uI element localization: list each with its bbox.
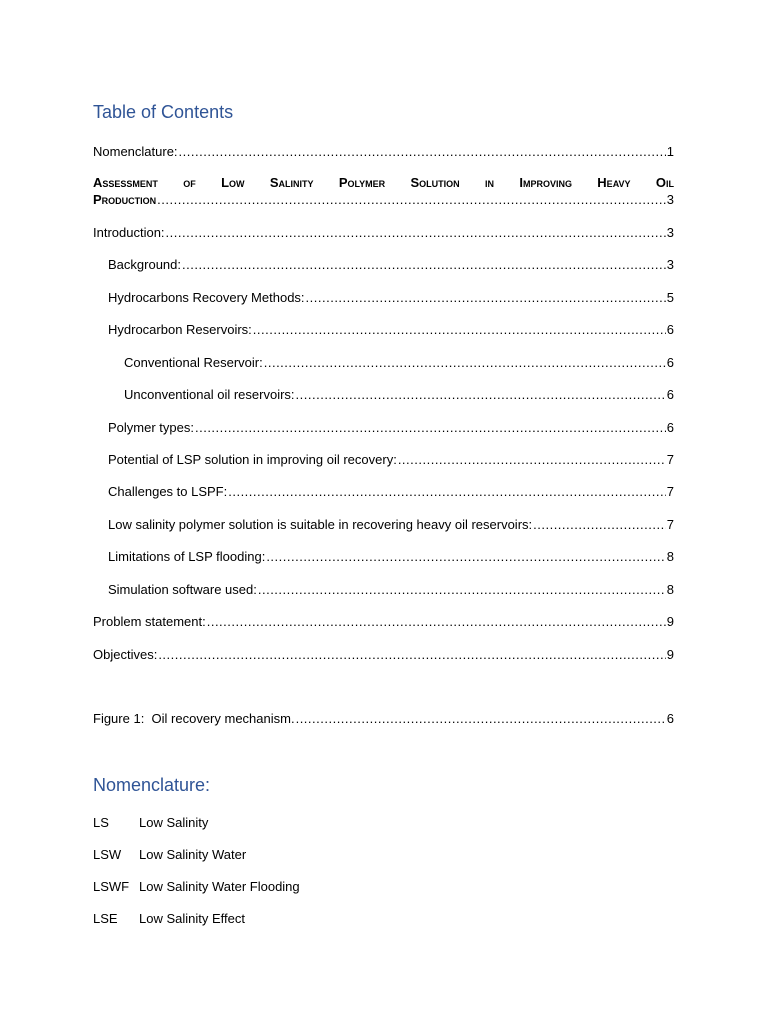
toc-entry-label: Challenges to LSPF:	[108, 484, 228, 499]
title-word: Salinity	[269, 175, 314, 190]
toc-entry-conventional-reservoir[interactable]	[124, 354, 674, 371]
toc-leader-dots	[179, 143, 666, 160]
nomenclature-item	[93, 846, 246, 863]
nomenclature-abbr: LSW	[93, 847, 122, 862]
toc-entry-page: 3	[666, 192, 674, 207]
nomenclature-item	[93, 878, 300, 895]
toc-entry-page: 3	[666, 257, 674, 272]
toc-leader-dots	[398, 451, 666, 468]
toc-entry-objectives[interactable]	[93, 646, 674, 663]
toc-entry-label: Hydrocarbons Recovery Methods:	[108, 290, 305, 305]
nomenclature-item	[93, 910, 245, 927]
toc-entry-hydrocarbon-reservoirs[interactable]	[108, 321, 674, 338]
toc-entry-introduction[interactable]	[93, 224, 674, 241]
toc-entry-page: 8	[666, 582, 674, 597]
toc-entry-label: Potential of LSP solution in improving oil recovery:	[108, 452, 397, 467]
toc-entry-page: 1	[666, 144, 674, 159]
toc-entry-page: 6	[666, 420, 674, 435]
toc-entry-lsp-limitations[interactable]	[108, 548, 674, 565]
toc-leader-dots	[157, 191, 666, 208]
toc-entry-background[interactable]	[108, 256, 674, 273]
toc-entry-page: 7	[666, 452, 674, 467]
toc-leader-dots	[253, 321, 666, 338]
toc-entry-lspf-challenges[interactable]	[108, 483, 674, 500]
toc-entry-unconventional-reservoirs[interactable]	[124, 386, 674, 403]
toc-entry-label: Unconventional oil reservoirs:	[124, 387, 295, 402]
figure-entry-page: 6	[666, 711, 674, 726]
title-word: Solution	[410, 175, 460, 190]
title-word: in	[485, 175, 495, 190]
toc-leader-dots	[182, 256, 666, 273]
toc-leader-dots	[228, 483, 666, 500]
toc-entry-label: Nomenclature:	[93, 144, 178, 159]
toc-leader-dots	[207, 613, 666, 630]
nomenclature-meaning: Low Salinity Water	[139, 847, 247, 862]
toc-entry-page: 6	[666, 355, 674, 370]
toc-entry-page: 5	[666, 290, 674, 305]
title-word: Polymer	[338, 175, 386, 190]
toc-entry-label: Simulation software used:	[108, 582, 257, 597]
title-word: of	[183, 175, 196, 190]
toc-entry-label: Limitations of LSP flooding:	[108, 549, 266, 564]
toc-entry-recovery-methods[interactable]	[108, 289, 674, 306]
toc-entry-label: Problem statement:	[93, 614, 206, 629]
toc-leader-dots	[258, 581, 666, 598]
toc-entry-page: 9	[666, 647, 674, 662]
toc-entry-lsp-potential[interactable]	[108, 451, 674, 468]
toc-main-title-line1	[93, 174, 674, 191]
toc-entry-main-title[interactable]	[93, 174, 674, 208]
toc-leader-dots	[533, 516, 666, 533]
toc-entry-page: 9	[666, 614, 674, 629]
toc-leader-dots	[166, 224, 666, 241]
toc-entry-page: 8	[666, 549, 674, 564]
toc-entry-page: 3	[666, 225, 674, 240]
toc-entry-simulation-software[interactable]	[108, 581, 674, 598]
toc-entry-page: 7	[666, 484, 674, 499]
nomenclature-abbr: LS	[93, 815, 109, 830]
title-word: Improving	[519, 175, 572, 190]
toc-main-title-line2	[93, 191, 674, 208]
title-word: Heavy	[597, 175, 631, 190]
toc-entry-label: Introduction:	[93, 225, 165, 240]
toc-entry-page: 6	[666, 387, 674, 402]
toc-leader-dots	[306, 289, 666, 306]
toc-entry-label: Objectives:	[93, 647, 158, 662]
title-word: Assessment	[93, 175, 158, 190]
nomenclature-meaning: Low Salinity	[139, 815, 209, 830]
toc-entry-polymer-types[interactable]	[108, 419, 674, 436]
nomenclature-abbr: LSWF	[93, 879, 130, 894]
nomenclature-item	[93, 814, 208, 831]
toc-entry-label: Production	[93, 192, 157, 207]
toc-title: Table of Contents	[93, 102, 234, 122]
toc-entry-lsp-heavy-oil[interactable]	[108, 516, 674, 533]
toc-entry-page: 7	[666, 517, 674, 532]
toc-leader-dots	[296, 710, 666, 727]
title-word: Low	[221, 175, 245, 190]
toc-entry-label: Hydrocarbon Reservoirs:	[108, 322, 252, 337]
toc-leader-dots	[158, 646, 665, 663]
toc-entry-problem-statement[interactable]	[93, 613, 674, 630]
toc-entry-nomenclature[interactable]	[93, 143, 674, 160]
toc-entry-page: 6	[666, 322, 674, 337]
figure-entry-1[interactable]	[93, 710, 674, 727]
toc-leader-dots	[195, 419, 666, 436]
toc-entry-label: Conventional Reservoir:	[124, 355, 263, 370]
toc-entry-label: Polymer types:	[108, 420, 194, 435]
figure-entry-label: Figure 1: Oil recovery mechanism.	[93, 711, 295, 726]
nomenclature-meaning: Low Salinity Effect	[139, 911, 245, 926]
nomenclature-abbr: LSE	[93, 911, 118, 926]
title-word: Oil	[655, 175, 674, 190]
toc-entry-label: Low salinity polymer solution is suitable in recovering heavy oil reservoirs:	[108, 517, 533, 532]
toc-leader-dots	[264, 354, 666, 371]
toc-leader-dots	[296, 386, 666, 403]
toc-entry-label: Background:	[108, 257, 181, 272]
nomenclature-title: Nomenclature:	[93, 775, 211, 795]
nomenclature-meaning: Low Salinity Water Flooding	[139, 879, 300, 894]
toc-leader-dots	[266, 548, 665, 565]
